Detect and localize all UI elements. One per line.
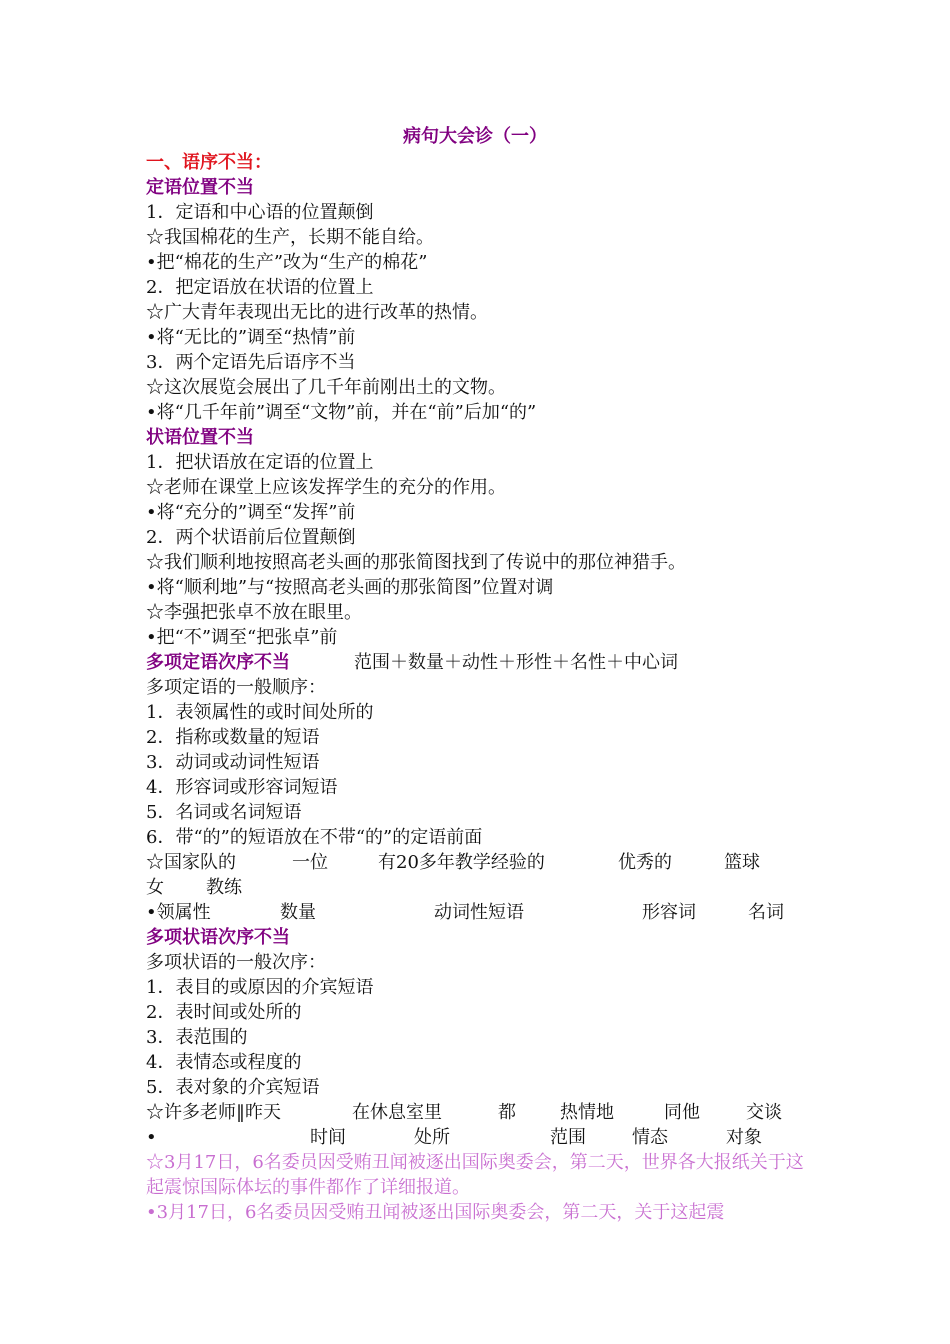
label-cell: 动词性短语 [434,902,524,923]
example-cell: 交谈 [746,1102,782,1123]
label-cell: •领属性 [146,902,211,923]
example-cell: 篮球 [724,852,760,873]
example-line: ☆我国棉花的生产，长期不能自给。 [146,227,434,248]
example-cell: 教练 [206,877,242,898]
text-line: 1．表目的或原因的介宾短语 [146,977,374,998]
example-cell: 优秀的 [618,852,672,873]
example-line: ☆这次展览会展出了几千年前刚出土的文物。 [146,377,506,398]
text-line: 6．带“的”的短语放在不带“的”的定语前面 [146,827,483,848]
text-line: 3．动词或动词性短语 [146,752,320,773]
text-line: 5．名词或名词短语 [146,802,302,823]
adv-label-row [146,1125,826,1150]
correction-line: •把“不”调至“把张卓”前 [146,627,338,648]
subheading-adverbial: 状语位置不当 [146,427,254,448]
text-line: 5．表对象的介宾短语 [146,1077,320,1098]
label-cell: 数量 [280,902,316,923]
text-line: 4．表情态或程度的 [146,1052,302,1073]
text-line: 2．指称或数量的短语 [146,727,320,748]
label-cell: 范围 [550,1127,586,1148]
correction-line: •将“顺利地”与“按照高老头画的那张简图”位置对调 [146,577,554,598]
label-cell: 处所 [414,1127,450,1148]
correction-line: •将“充分的”调至“发挥”前 [146,502,356,523]
label-cell: 对象 [726,1127,762,1148]
text-line: 多项定语的一般顺序： [146,677,326,698]
correction-line: •将“无比的”调至“热情”前 [146,327,356,348]
correction-line: •将“几千年前”调至“文物”前，并在“前”后加“的” [146,402,537,423]
example-line: ☆我们顺利地按照高老头画的那张简图找到了传说中的那位神猎手。 [146,552,686,573]
label-cell: • [146,1127,157,1148]
text-line: 多项状语的一般次序： [146,952,326,973]
example-line: ☆老师在课堂上应该发挥学生的充分的作用。 [146,477,506,498]
example-cell: 在休息室里 [352,1102,442,1123]
correction-line: •把“棉花的生产”改为“生产的棉花” [146,252,428,273]
text-line: 1．把状语放在定语的位置上 [146,452,374,473]
text-line: 2．两个状语前后位置颠倒 [146,527,356,548]
example-cell: 热情地 [560,1102,614,1123]
label-cell: 形容词 [642,902,696,923]
text-line: 3．两个定语先后语序不当 [146,352,356,373]
highlight-example: ☆3月17日，6名委员因受贿丑闻被逐出国际奥委会，第二天，世界各大报纸关于这起震惊国际体坛的事件都作了详细报道。 [146,1152,804,1198]
example-cell: 女 [146,877,164,898]
document-body [146,150,826,1225]
example-cell: ☆国家队的 [146,852,236,873]
text-line: 4．形容词或形容词短语 [146,777,338,798]
subheading-multi-adverbial: 多项状语次序不当 [146,927,290,948]
example-line: ☆李强把张卓不放在眼里。 [146,602,362,623]
highlight-correction: •3月17日，6名委员因受贿丑闻被逐出国际奥委会，第二天，关于这起震 [146,1202,725,1223]
label-cell: 情态 [632,1127,668,1148]
section-heading: 一、语序不当： [146,152,272,173]
example-cell: 都 [498,1102,516,1123]
example-cell: 有20多年教学经验的 [378,852,545,873]
example-cell: 一位 [292,852,328,873]
page-title: 病句大会诊（一） [403,126,547,147]
text-line: 1．定语和中心语的位置颠倒 [146,202,374,223]
label-cell: 时间 [310,1127,346,1148]
attr-example-row-cont [146,875,826,900]
example-line: ☆广大青年表现出无比的进行改革的热情。 [146,302,488,323]
subheading-attributive: 定语位置不当 [146,177,254,198]
label-cell: 名词 [748,902,784,923]
multi-attr-heading-row [146,650,826,675]
adv-example-row [146,1100,826,1125]
example-cell: ☆许多老师‖昨天 [146,1102,281,1123]
attr-example-row [146,850,826,875]
attr-order-formula: 范围＋数量＋动性＋形性＋名性＋中心词 [354,652,678,673]
text-line: 2．表时间或处所的 [146,1002,302,1023]
attr-label-row [146,900,826,925]
text-line: 2．把定语放在状语的位置上 [146,277,374,298]
example-cell: 同他 [664,1102,700,1123]
subheading-multi-attributive: 多项定语次序不当 [146,652,290,673]
text-line: 1．表领属性的或时间处所的 [146,702,374,723]
text-line: 3．表范围的 [146,1027,248,1048]
